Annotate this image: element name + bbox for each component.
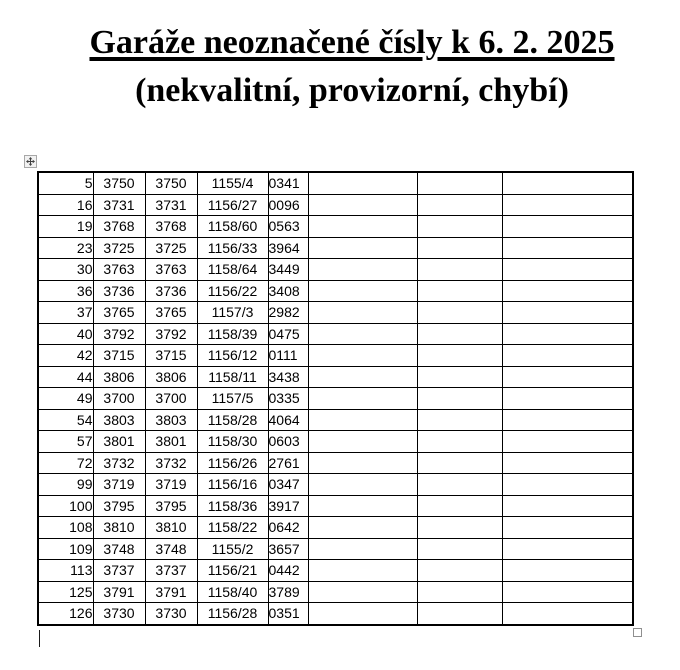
table-cell[interactable]: 99 [38, 474, 93, 496]
table-cell[interactable]: 0111 [268, 345, 308, 367]
table-cell[interactable]: 3700 [93, 388, 145, 410]
table-cell[interactable]: 1158/11 [197, 366, 268, 388]
table-cell[interactable]: 0642 [268, 517, 308, 539]
table-cell[interactable]: 3795 [145, 495, 197, 517]
table-cell[interactable]: 44 [38, 366, 93, 388]
table-cell[interactable]: 3715 [145, 345, 197, 367]
table-cell[interactable] [308, 495, 417, 517]
table-cell[interactable]: 113 [38, 560, 93, 582]
table-cell[interactable]: 3438 [268, 366, 308, 388]
table-row [38, 323, 633, 345]
table-cell[interactable]: 3715 [93, 345, 145, 367]
data-table [37, 171, 634, 626]
table-row [38, 366, 633, 388]
table-row [38, 581, 633, 603]
table-cell[interactable]: 3801 [145, 431, 197, 453]
table-row [38, 237, 633, 259]
table-cell[interactable]: 3736 [93, 280, 145, 302]
table-cell[interactable] [417, 495, 502, 517]
table-cell[interactable]: 125 [38, 581, 93, 603]
table-cell[interactable] [502, 216, 633, 238]
table-cell[interactable] [308, 345, 417, 367]
table-cell[interactable]: 3750 [145, 172, 197, 194]
table-cell[interactable]: 3763 [145, 259, 197, 281]
table-cell[interactable]: 3731 [93, 194, 145, 216]
table-row [38, 517, 633, 539]
table-cell[interactable] [417, 237, 502, 259]
table-cell[interactable]: 0442 [268, 560, 308, 582]
table-cell[interactable] [417, 431, 502, 453]
table-row [38, 474, 633, 496]
table-cell[interactable]: 1158/28 [197, 409, 268, 431]
table-cell[interactable]: 3806 [145, 366, 197, 388]
table-cell[interactable]: 3732 [93, 452, 145, 474]
table-cell[interactable]: 0563 [268, 216, 308, 238]
table-cell[interactable] [502, 237, 633, 259]
table-cell[interactable]: 0347 [268, 474, 308, 496]
table-cell[interactable]: 3810 [93, 517, 145, 539]
text-cursor [39, 630, 40, 647]
table-cell[interactable]: 1156/16 [197, 474, 268, 496]
table-cell[interactable] [308, 560, 417, 582]
table-cell[interactable]: 1158/30 [197, 431, 268, 453]
table-cell[interactable]: 16 [38, 194, 93, 216]
table-cell[interactable] [502, 452, 633, 474]
table-cell[interactable] [502, 495, 633, 517]
table-cell[interactable] [308, 323, 417, 345]
table-row [38, 388, 633, 410]
table-cell[interactable]: 3765 [93, 302, 145, 324]
table-cell[interactable]: 3748 [93, 538, 145, 560]
table-cell[interactable] [417, 259, 502, 281]
table-row [38, 452, 633, 474]
table-cell[interactable]: 1158/60 [197, 216, 268, 238]
table-cell[interactable] [502, 560, 633, 582]
table-cell[interactable]: 49 [38, 388, 93, 410]
table-cell[interactable]: 108 [38, 517, 93, 539]
table-row [38, 431, 633, 453]
table-cell[interactable] [308, 237, 417, 259]
table-cell[interactable]: 3725 [145, 237, 197, 259]
table-cell[interactable]: 1156/28 [197, 603, 268, 625]
table-cell[interactable] [308, 194, 417, 216]
table-cell[interactable]: 23 [38, 237, 93, 259]
table-cell[interactable]: 3657 [268, 538, 308, 560]
table-cell[interactable] [308, 538, 417, 560]
table-row [38, 495, 633, 517]
table-cell[interactable] [308, 409, 417, 431]
table-move-handle[interactable] [24, 155, 37, 168]
table-cell[interactable] [308, 452, 417, 474]
table-cell[interactable]: 0341 [268, 172, 308, 194]
table-row [38, 216, 633, 238]
table-cell[interactable]: 3732 [145, 452, 197, 474]
table-cell[interactable] [417, 323, 502, 345]
table-cell[interactable]: 3408 [268, 280, 308, 302]
table-cell[interactable] [502, 259, 633, 281]
table-cell[interactable]: 109 [38, 538, 93, 560]
table-cell[interactable]: 1158/22 [197, 517, 268, 539]
table-cell[interactable]: 1156/21 [197, 560, 268, 582]
table-row [38, 172, 633, 194]
table-cell[interactable]: 3719 [93, 474, 145, 496]
table-cell[interactable]: 30 [38, 259, 93, 281]
table-cell[interactable] [308, 366, 417, 388]
table-cell[interactable] [308, 280, 417, 302]
table-row [38, 280, 633, 302]
table-cell[interactable]: 100 [38, 495, 93, 517]
table-cell[interactable] [502, 323, 633, 345]
table-cell[interactable]: 3791 [145, 581, 197, 603]
table-cell[interactable] [417, 538, 502, 560]
table-row [38, 560, 633, 582]
table-row [38, 345, 633, 367]
table-cell[interactable]: 0096 [268, 194, 308, 216]
table-cell[interactable] [502, 280, 633, 302]
table-cell[interactable]: 3791 [93, 581, 145, 603]
table-resize-handle[interactable] [633, 628, 642, 637]
table-cell[interactable] [417, 216, 502, 238]
table-cell[interactable] [417, 345, 502, 367]
table-cell[interactable]: 3806 [93, 366, 145, 388]
table-cell[interactable]: 1155/4 [197, 172, 268, 194]
table-cell[interactable]: 0335 [268, 388, 308, 410]
table-body [38, 172, 633, 625]
table-cell[interactable]: 2982 [268, 302, 308, 324]
table-cell[interactable]: 19 [38, 216, 93, 238]
table-cell[interactable]: 1156/26 [197, 452, 268, 474]
table-row [38, 194, 633, 216]
document-title-text: Garáže neoznačené čísly k 6. 2. 2025 [89, 24, 615, 61]
table-cell[interactable] [308, 603, 417, 625]
table-cell[interactable] [417, 603, 502, 625]
table-cell[interactable] [308, 172, 417, 194]
document-title [24, 24, 680, 62]
table-cell[interactable] [417, 409, 502, 431]
table-cell[interactable]: 3964 [268, 237, 308, 259]
table-cell[interactable]: 3801 [93, 431, 145, 453]
table-cell[interactable]: 126 [38, 603, 93, 625]
table-row [38, 538, 633, 560]
table-cell[interactable]: 3719 [145, 474, 197, 496]
table-cell[interactable]: 1156/33 [197, 237, 268, 259]
table-cell[interactable] [308, 259, 417, 281]
table-cell[interactable] [502, 517, 633, 539]
table-row [38, 302, 633, 324]
table-cell[interactable]: 3792 [145, 323, 197, 345]
table-cell[interactable] [417, 172, 502, 194]
table-cell[interactable]: 2761 [268, 452, 308, 474]
table-cell[interactable] [417, 388, 502, 410]
table-cell[interactable]: 3700 [145, 388, 197, 410]
table-cell[interactable] [417, 366, 502, 388]
table-row [38, 259, 633, 281]
table-cell[interactable] [502, 194, 633, 216]
table-cell[interactable] [502, 345, 633, 367]
table-cell[interactable]: 42 [38, 345, 93, 367]
table-cell[interactable]: 1158/64 [197, 259, 268, 281]
table-cell[interactable]: 0351 [268, 603, 308, 625]
table-cell[interactable] [502, 538, 633, 560]
table-cell[interactable]: 3748 [145, 538, 197, 560]
table-cell[interactable]: 1157/3 [197, 302, 268, 324]
table-cell[interactable]: 3792 [93, 323, 145, 345]
table-cell[interactable] [308, 517, 417, 539]
document-subtitle: (nekvalitní, provizorní, chybí) [135, 72, 569, 109]
table-cell[interactable]: 1156/22 [197, 280, 268, 302]
table-cell[interactable] [417, 474, 502, 496]
table-cell[interactable] [502, 172, 633, 194]
table-cell[interactable] [502, 474, 633, 496]
table-cell[interactable] [502, 431, 633, 453]
table-cell[interactable]: 3731 [145, 194, 197, 216]
table-cell[interactable] [308, 302, 417, 324]
table-cell[interactable] [417, 581, 502, 603]
table-cell[interactable] [308, 216, 417, 238]
table-cell[interactable]: 3737 [145, 560, 197, 582]
table-cell[interactable] [308, 388, 417, 410]
table-cell[interactable] [502, 603, 633, 625]
table-cell[interactable] [502, 366, 633, 388]
table-cell[interactable] [308, 431, 417, 453]
table-cell[interactable]: 36 [38, 280, 93, 302]
table-cell[interactable] [502, 388, 633, 410]
table-cell[interactable] [417, 560, 502, 582]
table-row [38, 603, 633, 625]
table-cell[interactable] [417, 280, 502, 302]
table-cell[interactable]: 1156/27 [197, 194, 268, 216]
table-cell[interactable] [502, 581, 633, 603]
table-cell[interactable]: 3768 [145, 216, 197, 238]
table-cell[interactable]: 3737 [93, 560, 145, 582]
table-cell[interactable] [417, 302, 502, 324]
table-cell[interactable]: 3917 [268, 495, 308, 517]
table-cell[interactable] [502, 302, 633, 324]
table-row [38, 409, 633, 431]
move-cross-icon [26, 157, 35, 166]
table-cell[interactable]: 1158/36 [197, 495, 268, 517]
table-cell[interactable]: 3765 [145, 302, 197, 324]
table-cell[interactable]: 1155/2 [197, 538, 268, 560]
table-cell[interactable]: 3449 [268, 259, 308, 281]
table-cell[interactable]: 3768 [93, 216, 145, 238]
table-cell[interactable]: 3810 [145, 517, 197, 539]
table-cell[interactable]: 3730 [145, 603, 197, 625]
table-cell[interactable] [417, 194, 502, 216]
table-cell[interactable]: 57 [38, 431, 93, 453]
table-cell[interactable] [417, 452, 502, 474]
table-cell[interactable]: 1158/40 [197, 581, 268, 603]
table-cell[interactable]: 1156/12 [197, 345, 268, 367]
table-cell[interactable]: 3803 [145, 409, 197, 431]
table-cell[interactable]: 54 [38, 409, 93, 431]
table-cell[interactable] [417, 517, 502, 539]
table-cell[interactable]: 3763 [93, 259, 145, 281]
table-cell[interactable]: 3725 [93, 237, 145, 259]
table-cell[interactable]: 3736 [145, 280, 197, 302]
table-cell[interactable]: 3803 [93, 409, 145, 431]
table-cell[interactable]: 3730 [93, 603, 145, 625]
table-cell[interactable]: 0475 [268, 323, 308, 345]
table-cell[interactable] [308, 474, 417, 496]
table-cell[interactable]: 37 [38, 302, 93, 324]
table-cell[interactable]: 3750 [93, 172, 145, 194]
table-cell[interactable] [502, 409, 633, 431]
table-cell[interactable]: 0603 [268, 431, 308, 453]
table-cell[interactable]: 3795 [93, 495, 145, 517]
table-cell[interactable]: 40 [38, 323, 93, 345]
table-cell[interactable]: 72 [38, 452, 93, 474]
table-cell[interactable]: 3789 [268, 581, 308, 603]
table-cell[interactable] [308, 581, 417, 603]
table-cell[interactable]: 1157/5 [197, 388, 268, 410]
table-cell[interactable]: 1158/39 [197, 323, 268, 345]
table-cell[interactable]: 4064 [268, 409, 308, 431]
table-cell[interactable]: 5 [38, 172, 93, 194]
